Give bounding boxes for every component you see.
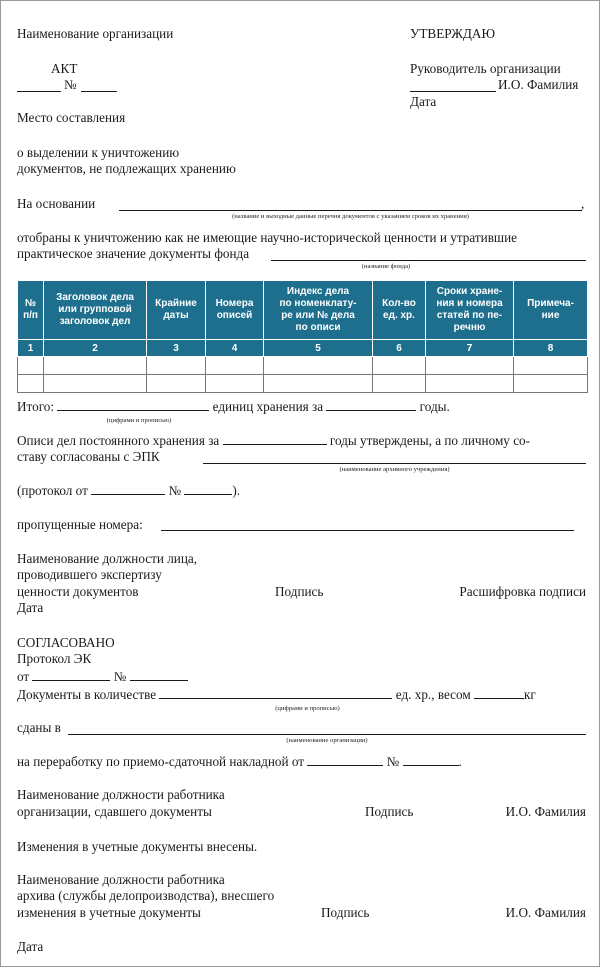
act-number-blank: [81, 91, 117, 92]
agreed-from: от: [17, 669, 30, 684]
col-number-6: 6: [373, 340, 426, 357]
col-header-note: [514, 281, 588, 340]
head-title: Руководитель организации: [410, 61, 561, 76]
head-name: И.О. Фамилия: [498, 77, 579, 92]
approve-heading: УТВЕРЖДАЮ: [410, 26, 496, 41]
col-header-index: [264, 281, 373, 340]
changes-text: Изменения в учетные документы внесены.: [17, 839, 258, 854]
archive-line-3: изменения в учетные документы: [17, 905, 201, 920]
docs-count-blank: [159, 698, 392, 699]
col-header-note-l2: ние: [541, 310, 560, 321]
total-mid: единиц хранения за: [212, 399, 324, 414]
basis-hint: (название и выходные данные перечня документов с указанием сроков их хранения): [232, 213, 469, 220]
handing-name: И.О. Фамилия: [505, 804, 586, 819]
protocol-number-blank: [184, 494, 232, 495]
total-end: годы.: [419, 399, 450, 414]
total-count-blank: [57, 410, 209, 411]
col-header-title-l3: заголовок дел: [59, 316, 131, 327]
processing-b: №: [386, 754, 400, 769]
table-cell[interactable]: [373, 357, 426, 375]
approve-date: Дата: [410, 94, 437, 109]
act-date-blank: [17, 91, 61, 92]
inventories-line-2: ставу согласованы с ЭПК: [17, 449, 160, 464]
table-cell[interactable]: [206, 357, 264, 375]
col-number-3: 3: [147, 340, 206, 357]
table-cell[interactable]: [264, 357, 373, 375]
protocol-date-blank: [91, 494, 165, 495]
col-header-title-l2: или групповой: [58, 304, 132, 315]
col-header-inventories-l2: описей: [216, 310, 253, 321]
archive-date: Дата: [17, 939, 44, 954]
docs-weight-blank: [474, 698, 524, 699]
col-header-count-l2: ед. хр.: [383, 310, 415, 321]
fund-blank: [271, 260, 586, 261]
table-number-row: [18, 340, 588, 357]
org-name: Наименование организации: [17, 26, 174, 41]
handing-line-1: Наименование должности работника: [17, 787, 225, 802]
table-cell[interactable]: [147, 375, 206, 393]
docs-b: ед. хр., весом: [395, 687, 471, 702]
documents-table: [17, 280, 588, 393]
col-header-retention-l3: статей по пе-: [436, 310, 503, 321]
total-years-blank: [326, 410, 416, 411]
basis-label: На основании: [17, 196, 96, 211]
col-number-1: 1: [18, 340, 44, 357]
table-cell[interactable]: [264, 375, 373, 393]
inventories-years-blank: [223, 444, 327, 445]
archive-line-2: архива (службы делопроизводства), внесшего: [17, 888, 275, 903]
processing-a: на переработку по приемо-сдаточной накладной от: [17, 754, 305, 769]
total-hint: (цифрами и прописью): [106, 417, 172, 424]
handed-blank: [68, 734, 586, 735]
docs-a: Документы в количестве: [17, 687, 157, 702]
col-header-retention-l1: Сроки хране-: [436, 286, 503, 297]
skipped-blank: [161, 530, 574, 531]
table-cell[interactable]: [373, 375, 426, 393]
handing-line-2: организации, сдавшего документы: [17, 804, 212, 819]
col-number-2: 2: [44, 340, 147, 357]
col-header-number: [18, 281, 44, 340]
col-header-retention-l4: речню: [453, 322, 486, 333]
docs-c: кг: [524, 687, 536, 702]
processing-number-blank: [403, 765, 459, 766]
protocol-a: (протокол от: [17, 483, 88, 498]
col-header-note-l1: Примеча-: [527, 298, 574, 309]
processing-line: [17, 754, 462, 769]
agreed-date-line: [17, 669, 188, 684]
act-number-sign: №: [64, 77, 77, 92]
protocol-c: ).: [232, 483, 241, 498]
table-cell[interactable]: [206, 375, 264, 393]
col-header-inventories-l1: Номера: [215, 298, 254, 309]
archive-name: И.О. Фамилия: [505, 905, 586, 920]
table-cell[interactable]: [514, 375, 588, 393]
agreed-number-blank: [130, 680, 188, 681]
agreed-protocol: Протокол ЭК: [17, 651, 92, 666]
expert-signature: Подпись: [275, 584, 324, 599]
selected-line-1: отобраны к уничтожению как не имеющие научно-исторической ценности и утратившие: [17, 230, 517, 245]
table-cell[interactable]: [18, 357, 44, 375]
handed-label: сданы в: [17, 720, 61, 735]
expert-decode: Расшифровка подписи: [459, 584, 586, 599]
inventories-hint: (наименование архивного учреждения): [339, 466, 450, 473]
col-header-index-l2: по номенклату-: [279, 298, 357, 309]
table-cell[interactable]: [18, 375, 44, 393]
place-label: Место составления: [17, 110, 126, 125]
inventories-line-1: [17, 433, 530, 448]
basis-comma: ,: [581, 196, 585, 211]
docs-hint: (цифрами и прописью): [275, 705, 340, 712]
protocol-line: [17, 483, 240, 498]
table-row: [18, 375, 588, 393]
col-header-number-l1: №: [24, 298, 37, 309]
table-cell[interactable]: [514, 357, 588, 375]
protocol-b: №: [168, 483, 182, 498]
table-cell[interactable]: [44, 375, 147, 393]
subject-line-2: документов, не подлежащих хранению: [17, 161, 236, 176]
col-header-index-l3: ре или № дела: [281, 310, 355, 321]
col-header-title-l1: Заголовок дела: [56, 292, 134, 303]
expert-date: Дата: [17, 600, 44, 615]
subject-line-1: о выделении к уничтожению: [17, 145, 180, 160]
handing-signature: Подпись: [365, 804, 414, 819]
col-header-dates: [147, 281, 206, 340]
col-header-count-l1: Кол-во: [382, 298, 416, 309]
handed-hint: (наименование организации): [286, 737, 368, 744]
col-header-dates-l2: даты: [163, 310, 189, 321]
agreed-date-blank: [32, 680, 110, 681]
table-cell[interactable]: [426, 375, 514, 393]
inventories-line-1-a: Описи дел постоянного хранения за: [17, 433, 220, 448]
col-header-index-l4: по описи: [295, 322, 341, 333]
table-cell[interactable]: [44, 357, 147, 375]
table-header-row: [18, 281, 588, 340]
total-line: [17, 399, 450, 414]
col-header-index-l1: Индекс дела: [286, 286, 350, 297]
table-cell[interactable]: [147, 357, 206, 375]
col-header-title: [44, 281, 147, 340]
expert-line-1: Наименование должности лица,: [17, 551, 198, 566]
expert-line-3: ценности документов: [17, 584, 139, 599]
col-number-5: 5: [264, 340, 373, 357]
col-header-dates-l1: Крайние: [155, 298, 197, 309]
col-number-4: 4: [206, 340, 264, 357]
total-label: Итого:: [17, 399, 55, 414]
archive-line-1: Наименование должности работника: [17, 872, 225, 887]
agreed-title: СОГЛАСОВАНО: [17, 635, 115, 650]
table-cell[interactable]: [426, 357, 514, 375]
skipped-label: пропущенные номера:: [17, 517, 143, 532]
col-number-8: 8: [514, 340, 588, 357]
processing-c: .: [458, 754, 462, 769]
basis-blank: [119, 210, 582, 211]
archive-signature: Подпись: [321, 905, 370, 920]
selected-line-2: практическое значение документы фонда: [17, 246, 250, 261]
processing-date-blank: [307, 765, 383, 766]
archive-institution-blank: [203, 463, 586, 464]
col-header-inventories: [206, 281, 264, 340]
col-header-count: [373, 281, 426, 340]
col-header-number-l2: п/п: [23, 310, 38, 321]
docs-line: [17, 687, 536, 702]
col-number-7: 7: [426, 340, 514, 357]
act-title: АКТ: [51, 61, 78, 76]
agreed-num: №: [113, 669, 127, 684]
head-signature-blank: [410, 91, 496, 92]
expert-line-2: проводившего экспертизу: [17, 567, 162, 582]
col-header-retention-l2: ния и номера: [436, 298, 503, 309]
table-row: [18, 357, 588, 375]
col-header-retention: [426, 281, 514, 340]
fund-hint: (название фонда): [361, 263, 411, 270]
inventories-line-1-b: годы утверждены, а по личному со-: [329, 433, 531, 448]
